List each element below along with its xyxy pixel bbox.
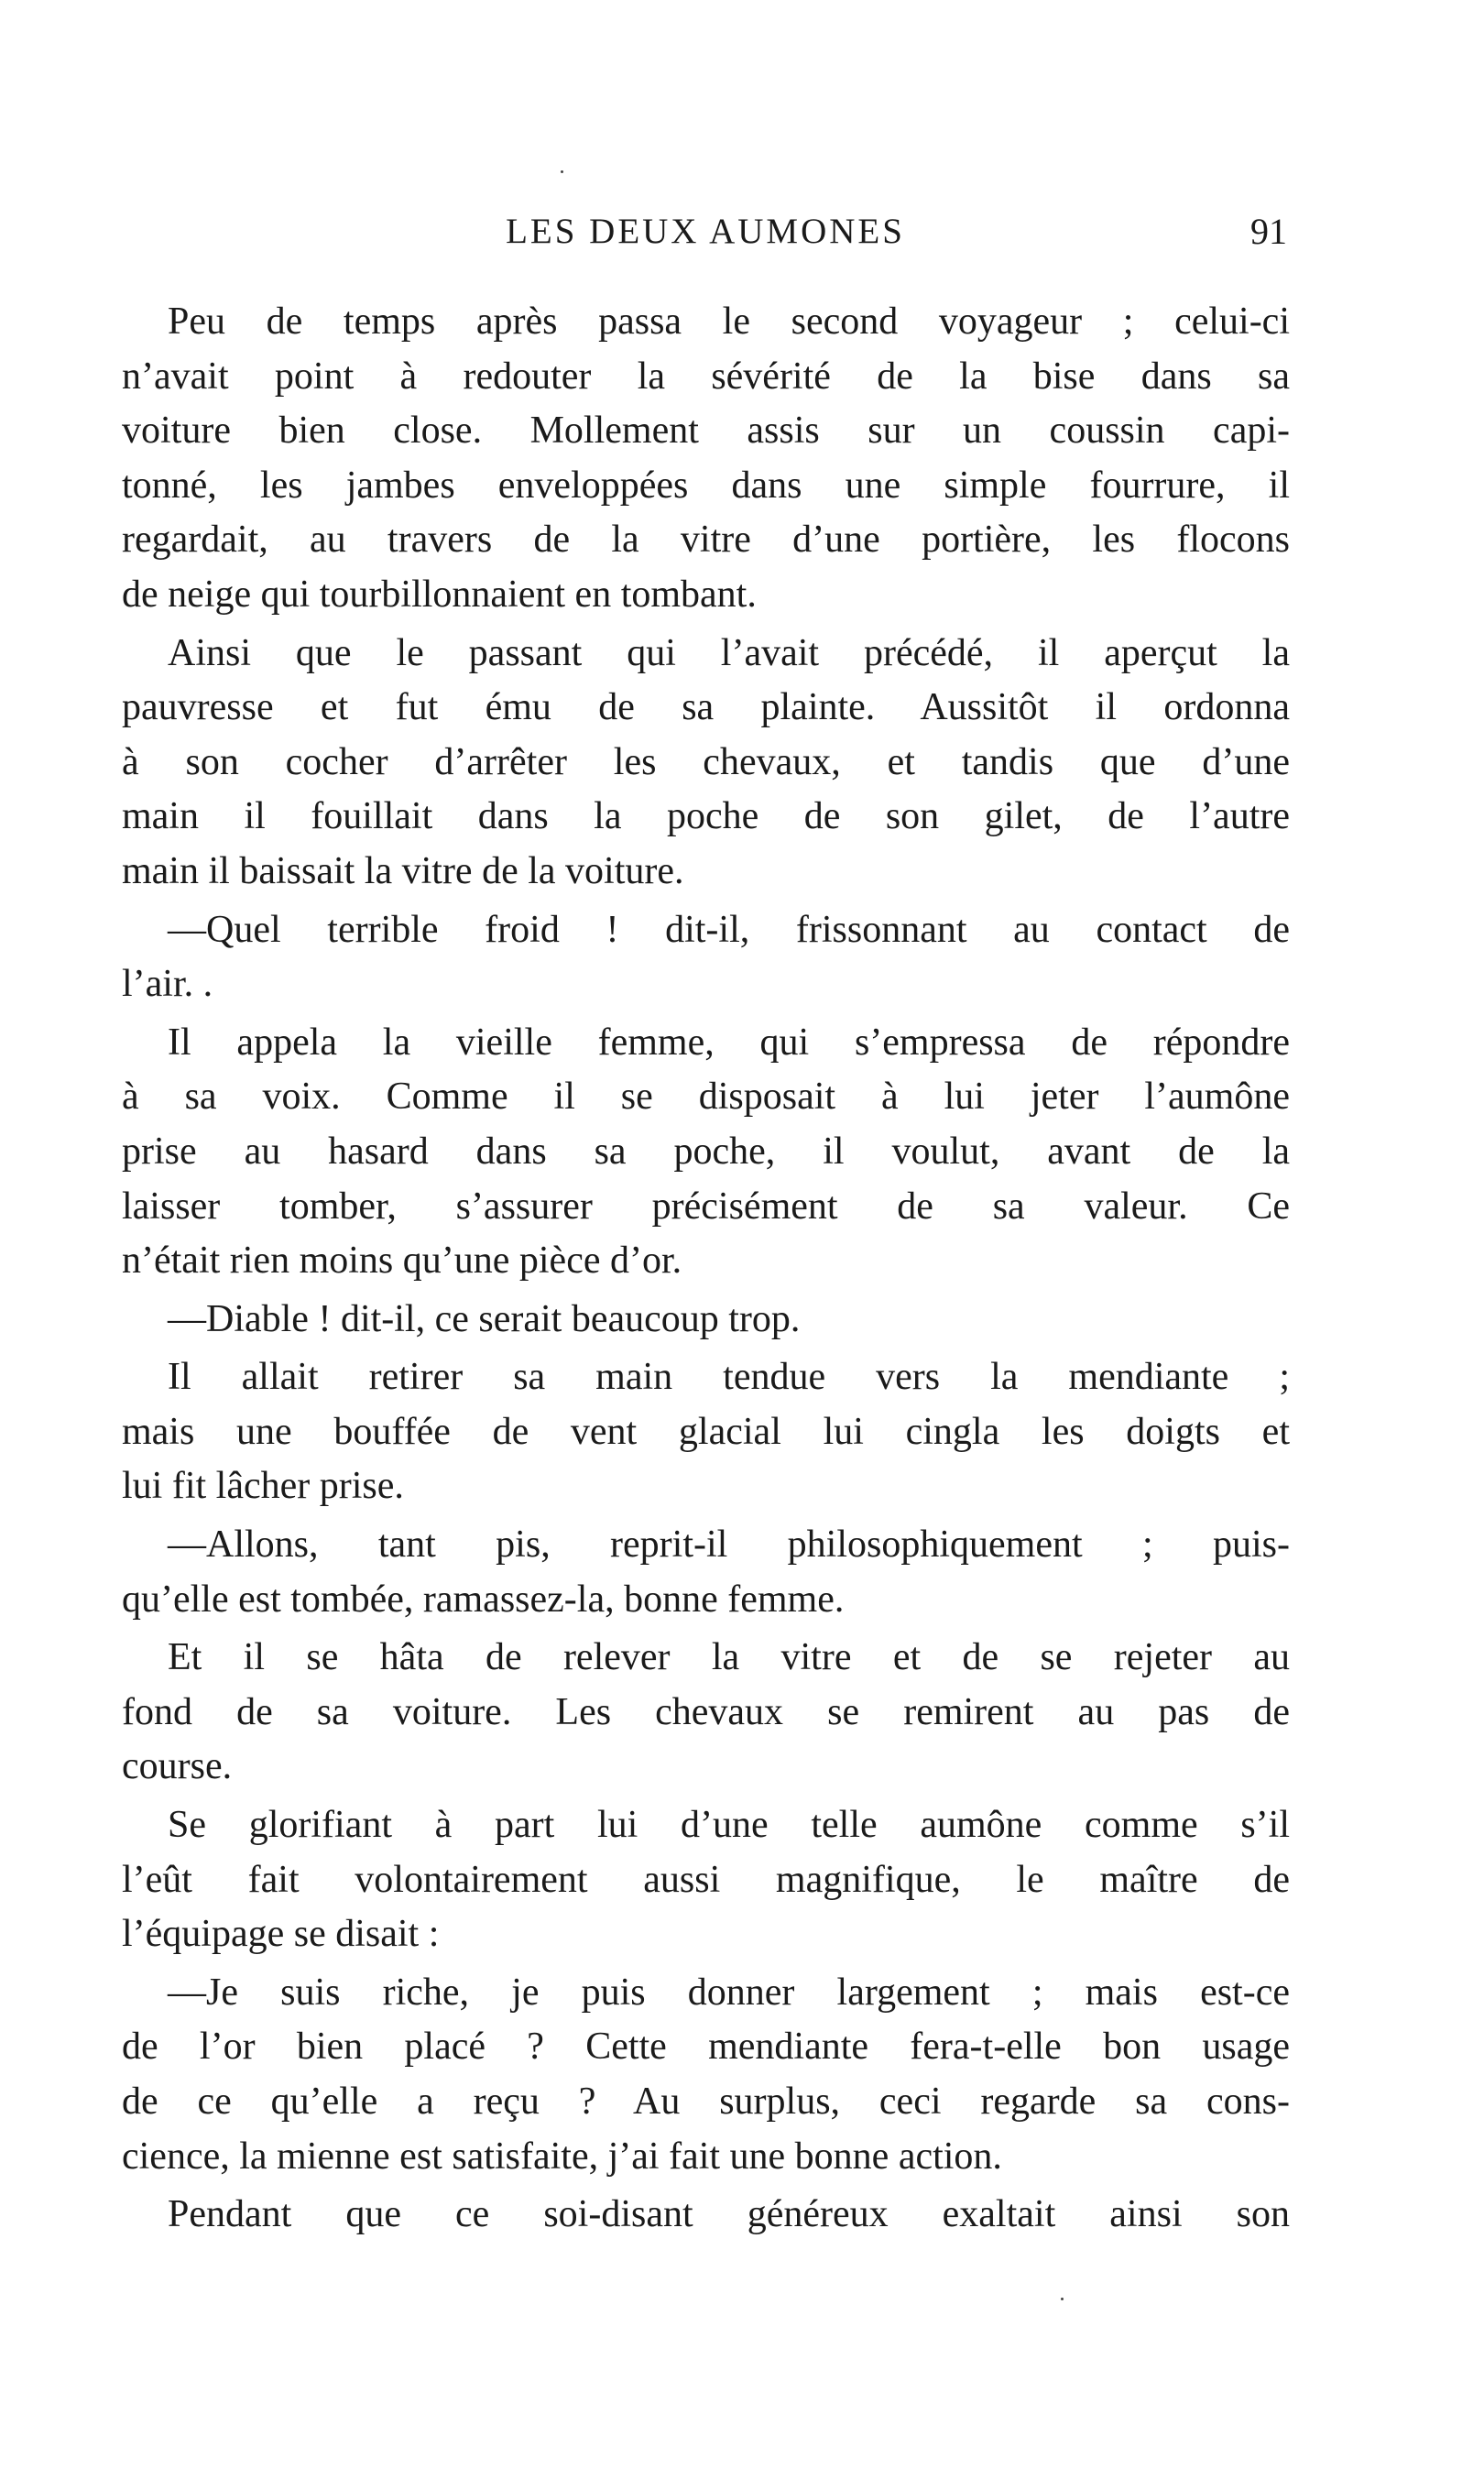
text-line: qu’elle est tombée, ramassez-la, bonne femme. xyxy=(122,1578,845,1621)
text-line: cience, la mienne est satisfaite, j’ai fait une bonne action. xyxy=(122,2135,1002,2178)
text-line: pauvresse et fut ému de sa plainte. Aussitôt il ordonna xyxy=(122,686,1290,729)
text-line: —Quel terrible froid ! dit-il, frissonnant au contact de xyxy=(168,908,1290,951)
text-line: course. xyxy=(122,1745,233,1788)
text-line: l’équipage se disait : xyxy=(122,1913,440,1956)
text-line: Et il se hâta de relever la vitre et de se rejeter au xyxy=(168,1636,1290,1679)
text-line: de neige qui tourbillonnaient en tombant. xyxy=(122,573,757,616)
text-line: fond de sa voiture. Les chevaux se remirent au pas de xyxy=(122,1690,1290,1733)
text-line: tonné, les jambes enveloppées dans une simple fourrure, il xyxy=(122,464,1290,507)
text-line: —Diable ! dit-il, ce serait beaucoup trop. xyxy=(168,1297,801,1340)
text-line: Peu de temps après passa le second voyageur ; celui-ci xyxy=(168,300,1290,343)
text-line: prise au hasard dans sa poche, il voulut, avant de la xyxy=(122,1130,1290,1173)
text-line: Il appela la vieille femme, qui s’empressa de répondre xyxy=(168,1021,1290,1064)
text-line: n’avait point à redouter la sévérité de la bise dans sa xyxy=(122,355,1290,398)
text-line: à son cocher d’arrêter les chevaux, et tandis que d’une xyxy=(122,740,1290,783)
text-line: —Allons, tant pis, reprit-il philosophiquement ; puis- xyxy=(168,1523,1290,1567)
text-line: —Je suis riche, je puis donner largement ; mais est-ce xyxy=(168,1971,1290,2014)
text-line: de l’or bien placé ? Cette mendiante fera-t-elle bon usage xyxy=(122,2026,1290,2069)
text-line: main il baissait la vitre de la voiture. xyxy=(122,849,684,892)
text-line: Il allait retirer sa main tendue vers la mendiante ; xyxy=(168,1356,1290,1399)
text-line: mais une bouffée de vent glacial lui cingla les doigts et xyxy=(122,1410,1290,1453)
text-line: laisser tomber, s’assurer précisément de sa valeur. Ce xyxy=(122,1185,1290,1228)
text-line: à sa voix. Comme il se disposait à lui jeter l’aumône xyxy=(122,1076,1290,1119)
text-line: main il fouillait dans la poche de son gilet, de l’autre xyxy=(122,795,1290,838)
body-text xyxy=(122,295,1290,2243)
page-number: 91 xyxy=(1250,211,1287,252)
text-line: Ainsi que le passant qui l’avait précédé, il aperçut la xyxy=(168,631,1290,674)
running-head xyxy=(124,209,1287,255)
text-line: voiture bien close. Mollement assis sur un coussin capi- xyxy=(122,410,1290,453)
text-line: l’eût fait volontairement aussi magnifique, le maître de xyxy=(122,1858,1290,1901)
text-line: l’air. . xyxy=(122,963,213,1006)
text-line: de ce qu’elle a reçu ? Au surplus, ceci regarde sa cons- xyxy=(122,2080,1290,2123)
running-title: LES DEUX AUMONES xyxy=(506,212,905,251)
text-line: n’était rien moins qu’une pièce d’or. xyxy=(122,1240,682,1283)
print-speck xyxy=(1061,2298,1064,2300)
text-line: Se glorifiant à part lui d’une telle aumône comme s’il xyxy=(168,1804,1290,1847)
print-speck xyxy=(561,170,563,173)
text-line: Pendant que ce soi-disant généreux exaltait ainsi son xyxy=(168,2193,1290,2236)
text-line: lui fit lâcher prise. xyxy=(122,1465,404,1508)
text-line: regardait, au travers de la vitre d’une portière, les flocons xyxy=(122,519,1290,562)
